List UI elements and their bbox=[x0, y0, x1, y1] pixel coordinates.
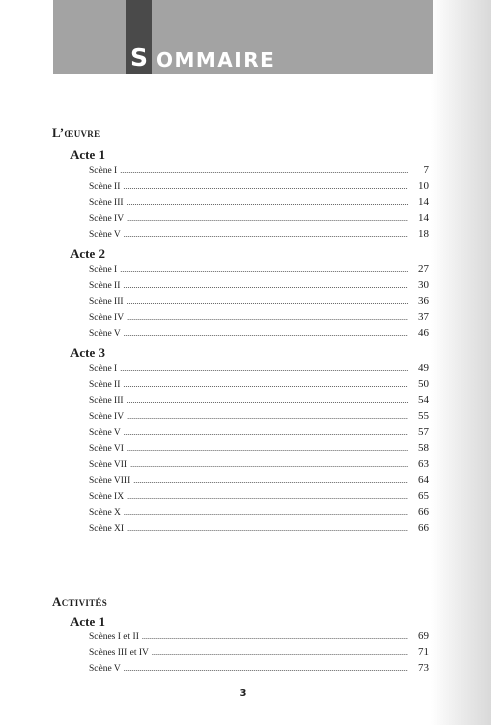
toc-entry-label: Scènes I et II bbox=[89, 632, 139, 642]
leader-dots bbox=[133, 476, 408, 485]
toc-entry[interactable] bbox=[89, 164, 429, 178]
toc-entry-page: 69 bbox=[418, 630, 429, 642]
toc-entry-label: Scène II bbox=[89, 380, 121, 390]
toc-entry[interactable] bbox=[89, 426, 429, 440]
toc-entry-label: Scène I bbox=[89, 265, 118, 275]
toc-entry[interactable] bbox=[89, 522, 429, 536]
toc-entry[interactable] bbox=[89, 212, 429, 226]
toc-entry-label: Scène III bbox=[89, 396, 124, 406]
leader-dots bbox=[127, 396, 408, 405]
page-edge-shadow bbox=[431, 0, 491, 725]
toc-entry[interactable] bbox=[89, 630, 429, 644]
toc-entry-label: Scène III bbox=[89, 297, 124, 307]
toc-entry-label: Scène IV bbox=[89, 214, 125, 224]
toc-entry-page: 27 bbox=[418, 263, 429, 275]
toc-entry[interactable] bbox=[89, 490, 429, 504]
toc-entry-label: Scène IV bbox=[89, 412, 125, 422]
leader-dots bbox=[120, 265, 408, 274]
leader-dots bbox=[124, 664, 408, 673]
leader-dots bbox=[120, 166, 408, 175]
leader-dots bbox=[152, 648, 408, 657]
toc-entry[interactable] bbox=[89, 196, 429, 210]
toc-entry-page: 49 bbox=[418, 362, 429, 374]
toc-entry[interactable] bbox=[89, 378, 429, 392]
toc-entry[interactable] bbox=[89, 180, 429, 194]
toc-entry-label: Scène X bbox=[89, 508, 121, 518]
toc-entry[interactable] bbox=[89, 442, 429, 456]
leader-dots bbox=[124, 329, 408, 338]
toc-entry-label: Scène VI bbox=[89, 444, 124, 454]
toc-entry-page: 57 bbox=[418, 426, 429, 438]
toc-entry-page: 14 bbox=[418, 212, 429, 224]
toc-entry[interactable] bbox=[89, 474, 429, 488]
leader-dots bbox=[127, 444, 408, 453]
toc-entry-page: 66 bbox=[418, 506, 429, 518]
act-title: Acte 2 bbox=[70, 246, 106, 261]
toc-entry-label: Scène VIII bbox=[89, 476, 131, 486]
toc-entry-page: 54 bbox=[418, 394, 429, 406]
toc-entry-label: Scène II bbox=[89, 281, 121, 291]
leader-dots bbox=[127, 524, 408, 533]
toc-entry[interactable] bbox=[89, 327, 429, 341]
banner-title-rest: OMMAIRE bbox=[156, 48, 276, 72]
toc-entry-label: Scène IV bbox=[89, 313, 125, 323]
toc-entry[interactable] bbox=[89, 295, 429, 309]
leader-dots bbox=[120, 364, 408, 373]
leader-dots bbox=[127, 313, 408, 322]
toc-entry[interactable] bbox=[89, 263, 429, 277]
toc-entry-label: Scène VII bbox=[89, 460, 128, 470]
leader-dots bbox=[124, 230, 408, 239]
toc-entry-label: Scène XI bbox=[89, 524, 125, 534]
toc-entry[interactable] bbox=[89, 362, 429, 376]
toc-entry[interactable] bbox=[89, 646, 429, 660]
toc-entry-page: 73 bbox=[418, 662, 429, 674]
toc-entry-page: 46 bbox=[418, 327, 429, 339]
leader-dots bbox=[127, 412, 408, 421]
page-number: 3 bbox=[239, 688, 247, 699]
leader-dots bbox=[123, 380, 408, 389]
leader-dots bbox=[142, 632, 408, 641]
toc-entry-page: 66 bbox=[418, 522, 429, 534]
act-title: Acte 1 bbox=[70, 614, 106, 629]
toc-entry-label: Scène III bbox=[89, 198, 124, 208]
section-title-oeuvre: L’œuvre bbox=[52, 125, 101, 140]
toc-entry-page: 10 bbox=[418, 180, 429, 192]
leader-dots bbox=[127, 297, 408, 306]
toc-entry-label: Scène V bbox=[89, 230, 121, 240]
toc-entry-page: 63 bbox=[418, 458, 429, 470]
leader-dots bbox=[127, 492, 408, 501]
toc-entry-label: Scène I bbox=[89, 166, 118, 176]
toc-entry-label: Scène V bbox=[89, 664, 121, 674]
leader-dots bbox=[123, 281, 408, 290]
leader-dots bbox=[130, 460, 408, 469]
leader-dots bbox=[124, 508, 408, 517]
toc-entry-page: 37 bbox=[418, 311, 429, 323]
leader-dots bbox=[127, 214, 408, 223]
toc-entry-page: 64 bbox=[418, 474, 429, 486]
toc-entry-page: 30 bbox=[418, 279, 429, 291]
toc-entry-page: 50 bbox=[418, 378, 429, 390]
toc-entry[interactable] bbox=[89, 506, 429, 520]
leader-dots bbox=[127, 198, 408, 207]
toc-entry[interactable] bbox=[89, 394, 429, 408]
toc-entry-label: Scène V bbox=[89, 428, 121, 438]
toc-entry-label: Scène II bbox=[89, 182, 121, 192]
toc-entry[interactable] bbox=[89, 228, 429, 242]
toc-entry[interactable] bbox=[89, 410, 429, 424]
toc-entry-page: 18 bbox=[418, 228, 429, 240]
leader-dots bbox=[123, 182, 408, 191]
toc-entry-label: Scène IX bbox=[89, 492, 125, 502]
act-title: Acte 3 bbox=[70, 345, 106, 360]
toc-entry-label: Scènes III et IV bbox=[89, 648, 149, 658]
leader-dots bbox=[124, 428, 408, 437]
toc-entry-page: 7 bbox=[423, 164, 429, 176]
toc-entry-page: 65 bbox=[418, 490, 429, 502]
banner-title-initial: S bbox=[129, 43, 148, 72]
toc-entry-page: 36 bbox=[418, 295, 429, 307]
act-title: Acte 1 bbox=[70, 147, 106, 162]
toc-entry[interactable] bbox=[89, 662, 429, 676]
section-title-activites: Activités bbox=[52, 594, 108, 609]
toc-entry-label: Scène I bbox=[89, 364, 118, 374]
toc-entry[interactable] bbox=[89, 279, 429, 293]
toc-entry-page: 14 bbox=[418, 196, 429, 208]
toc-entry-page: 55 bbox=[418, 410, 429, 422]
toc-entry[interactable] bbox=[89, 458, 429, 472]
toc-entry-label: Scène V bbox=[89, 329, 121, 339]
toc-entry-page: 58 bbox=[418, 442, 429, 454]
toc-entry-page: 71 bbox=[418, 646, 429, 658]
toc-entry[interactable] bbox=[89, 311, 429, 325]
